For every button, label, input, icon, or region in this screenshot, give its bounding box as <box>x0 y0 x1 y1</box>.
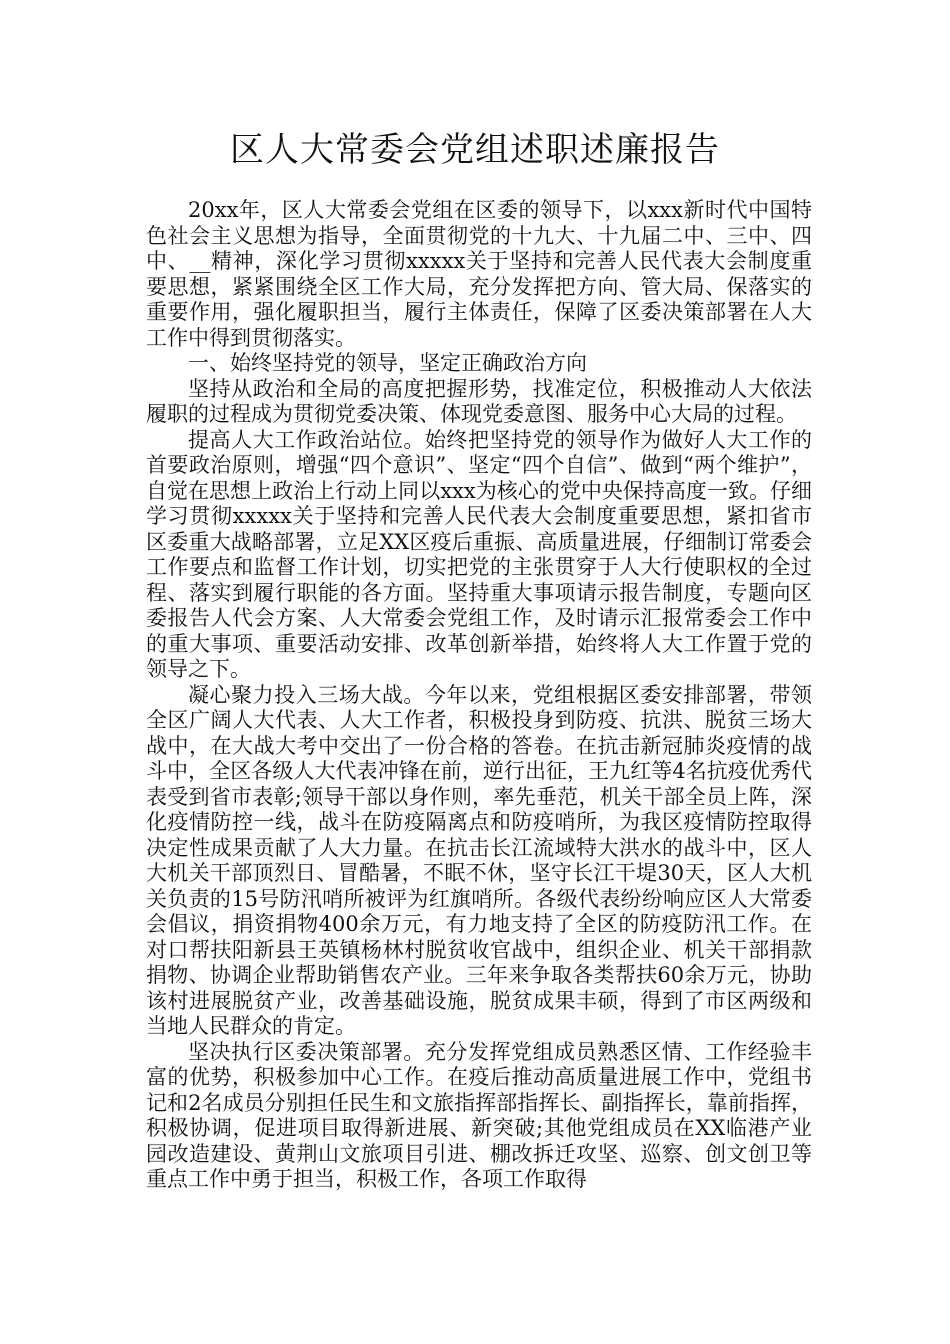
paragraph-intro: 20xx年，区人大常委会党组在区委的领导下，以xxx新时代中国特色社会主义思想为指导，全面贯彻党的十九大、十九届二中、三中、四中、__精神，深化学习贯彻xxxxx关于坚持和完善人民代表大会制度重要思想，紧紧围绕全区工作大局，充分发挥把方向、管大局、保落实的重要作用，强化履职担当，履行主体责任，保障了区委决策部署在人大工作中得到贯彻落实。 <box>146 198 812 350</box>
document-title: 区人大常委会党组述职述廉报告 <box>230 130 720 170</box>
paragraph-political-stance: 提高人大工作政治站位。始终把坚持党的领导作为做好人大工作的首要政治原则，增强“四个意识”、坚定“四个自信”、做到“两个维护”，自觉在思想上政治上行动上同以xxx为核心的党中央保持高度一致。仔细学习贯彻xxxxx关于坚持和完善人民代表大会制度重要思想，紧扣省市区委重大战略部署，立足XX区疫后重振、高质量进展，仔细制订常委会工作要点和监督工作计划，切实把党的主张贯穿于人大行使职权的全过程、落实到履行职能的各方面。坚持重大事项请示报告制度，专题向区委报告人代会方案、人大常委会党组工作，及时请示汇报常委会工作中的重大事项、重要活动安排、改革创新举措，始终将人大工作置于党的领导之下。 <box>146 427 812 681</box>
document-body <box>146 198 812 1193</box>
paragraph-section-1-lead: 坚持从政治和全局的高度把握形势，找准定位，积极推动人大依法履职的过程成为贯彻党委决策、体现党委意图、服务中心大局的过程。 <box>146 376 812 426</box>
section-heading-1: 一、始终坚持党的领导，坚定正确政治方向 <box>188 351 587 375</box>
paragraph-three-battles: 凝心聚力投入三场大战。今年以来，党组根据区委安排部署，带领全区广阔人大代表、人大工作者，积极投身到防疫、抗洪、脱贫三场大战中，在大战大考中交出了一份合格的答卷。在抗击新冠肺炎疫情的战斗中，全区各级人大代表冲锋在前，逆行出征，王九红等4名抗疫优秀代表受到省市表彰;领导干部以身作则，率先垂范，机关干部全员上阵，深化疫情防控一线，战斗在防疫隔离点和防疫哨所，为我区疫情防控取得决定性成果贡献了人大力量。在抗击长江流域特大洪水的战斗中，区人大机关干部顶烈日、冒酷暑，不眠不休，坚守长江干堤30天，区人大机关负责的15号防汛哨所被评为红旗哨所。各级代表纷纷响应区人大常委会倡议，捐资捐物400余万元，有力地支持了全区的防疫防汛工作。在对口帮扶阳新县王英镇杨林村脱贫收官战中，组织企业、机关干部捐款捐物、协调企业帮助销售农产业。三年来争取各类帮扶60余万元，协助该村进展脱贫产业，改善基础设施，脱贫成果丰硕，得到了市区两级和当地人民群众的肯定。 <box>146 682 812 1038</box>
paragraph-execute-decisions: 坚决执行区委决策部署。充分发挥党组成员熟悉区情、工作经验丰富的优势，积极参加中心工作。在疫后推动高质量进展工作中，党组书记和2名成员分别担任民生和文旅指挥部指挥长、副指挥长，靠前指挥，积极协调，促进项目取得新进展、新突破;其他党组成员在XX临港产业园改造建设、黄荆山文旅项目引进、棚改拆迁攻坚、巡察、创文创卫等重点工作中勇于担当，积极工作，各项工作取得 <box>146 1039 812 1191</box>
